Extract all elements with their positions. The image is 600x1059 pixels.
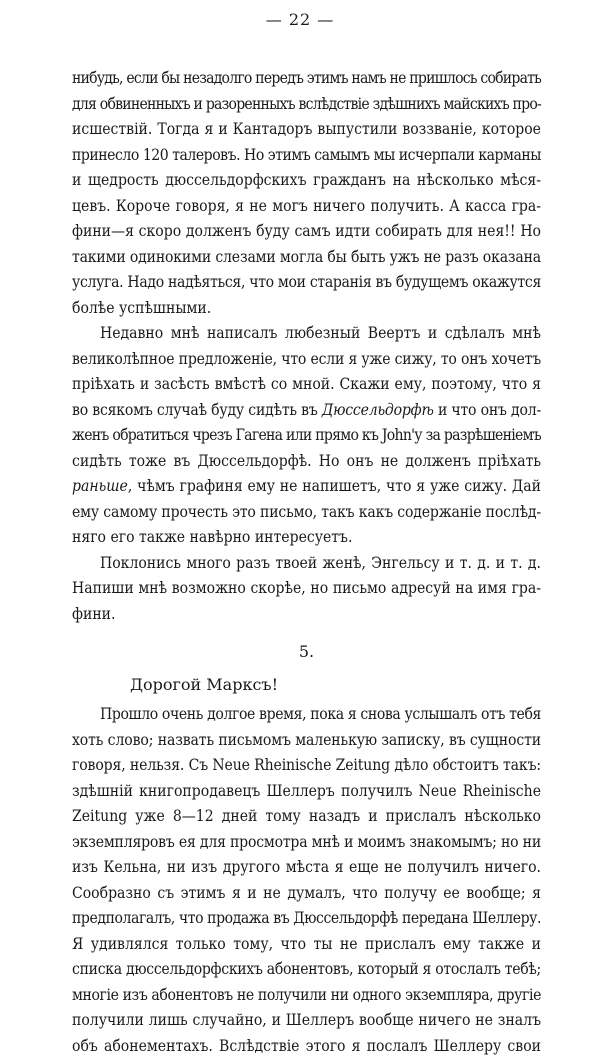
text-line: многіе изъ абонентовъ не получили ни одного экземпляра, другіе bbox=[72, 983, 541, 1009]
text-line bbox=[72, 474, 541, 500]
text-line: услуга. Надо надѣяться, что мои старанія въ будущемъ окажутся bbox=[72, 270, 541, 296]
text-line: женъ обратиться чрезъ Гагена или прямо къ John'у за разрѣшеніемъ bbox=[72, 423, 541, 449]
text-line: цевъ. Короче говоря, я не могъ ничего получить. А касса гра- bbox=[72, 194, 541, 220]
italic-text: Дюссельдорфѣ bbox=[322, 401, 434, 419]
text-line: объ абонементахъ. Вслѣдствіе этого я послалъ Шеллеру свои bbox=[72, 1034, 541, 1059]
text-line: болѣе успѣшными. bbox=[72, 296, 541, 322]
letter-body bbox=[72, 702, 541, 1059]
text-line: исшествій. Тогда я и Кантадоръ выпустили воззваніе, которое bbox=[72, 117, 541, 143]
text-line: нибудь, если бы незадолго передъ этимъ намъ не пришлось собирать bbox=[72, 66, 541, 92]
paragraph bbox=[72, 321, 541, 551]
text-line: Прошло очень долгое время, пока я снова услышалъ отъ тебя bbox=[72, 702, 541, 728]
text-line: и щедрость дюссельдорфскихъ гражданъ на нѣсколько мѣся- bbox=[72, 168, 541, 194]
text-line: здѣшній книгопродавецъ Шеллеръ получилъ Neue Rheinische bbox=[72, 779, 541, 805]
section-number: 5. bbox=[72, 639, 541, 672]
paragraph bbox=[72, 702, 541, 1059]
text-line: великолѣпное предложеніе, что если я уже сижу, то онъ хочетъ bbox=[72, 347, 541, 373]
text-line: списка дюссельдорфскихъ абонентовъ, который я отослалъ тебѣ; bbox=[72, 957, 541, 983]
letter-salutation: Дорогой Марксъ! bbox=[72, 672, 541, 702]
text-line: Поклонись много разъ твоей женѣ, Энгельсу и т. д. и т. д. bbox=[72, 551, 541, 577]
page-number: — 22 — bbox=[0, 10, 600, 29]
text-line: такими одинокими слезами могла бы быть ужъ не разъ оказана bbox=[72, 245, 541, 271]
text-before-letter bbox=[72, 66, 541, 627]
text-line: фини. bbox=[72, 602, 541, 628]
text-line: получили лишь случайно, и Шеллеръ вообще ничего не зналъ bbox=[72, 1008, 541, 1034]
italic-text: раньше bbox=[72, 477, 128, 495]
text-line: для обвиненныхъ и разоренныхъ вслѣдствіе здѣшнихъ майскихъ про- bbox=[72, 92, 541, 118]
text-line: Я удивлялся только тому, что ты не прислалъ ему также и bbox=[72, 932, 541, 958]
text-line: принесло 120 талеровъ. Но этимъ самымъ мы исчерпали карманы bbox=[72, 143, 541, 169]
text-line: сидѣть тоже въ Дюссельдорфѣ. Но онъ не долженъ пріѣхать bbox=[72, 449, 541, 475]
text-line: няго его также навѣрно интересуетъ. bbox=[72, 525, 541, 551]
text-line: экземпляровъ ея для просмотра мнѣ и моимъ знакомымъ; но ни bbox=[72, 830, 541, 856]
text-line: фини—я скоро долженъ буду самъ идти собирать для нея!! Но bbox=[72, 219, 541, 245]
text-segment: во всякомъ случаѣ буду сидѣть въ bbox=[72, 401, 322, 419]
text-segment: и что онъ дол- bbox=[434, 401, 541, 419]
text-line: предполагалъ, что продажа въ Дюссельдорфѣ передана Шеллеру. bbox=[72, 906, 541, 932]
text-line: изъ Кельна, ни изъ другого мѣста я еще не получилъ ничего. bbox=[72, 855, 541, 881]
text-line: Сообразно съ этимъ я и не думалъ, что получу ее вообще; я bbox=[72, 881, 541, 907]
text-line: пріѣхать и засѣсть вмѣстѣ со мной. Скажи ему, поэтому, что я bbox=[72, 372, 541, 398]
text-line: хоть слово; назвать письмомъ маленькую записку, въ сущности bbox=[72, 728, 541, 754]
paragraph bbox=[72, 66, 541, 321]
text-segment: , чѣмъ графиня ему не напишетъ, что я уже сижу. Дай bbox=[128, 477, 541, 495]
text-line: ему самому прочесть это письмо, такъ какъ содержаніе послѣд- bbox=[72, 500, 541, 526]
text-line: Zeitung уже 8—12 дней тому назадъ и прислалъ нѣсколько bbox=[72, 804, 541, 830]
text-line: Недавно мнѣ написалъ любезный Веертъ и сдѣлалъ мнѣ bbox=[72, 321, 541, 347]
text-line: говоря, нельзя. Съ Neue Rheinische Zeitung дѣло обстоитъ такъ: bbox=[72, 753, 541, 779]
page-body bbox=[72, 66, 541, 1059]
text-line bbox=[72, 398, 541, 424]
paragraph bbox=[72, 551, 541, 628]
text-line: Напиши мнѣ возможно скорѣе, но письмо адресуй на имя гра- bbox=[72, 576, 541, 602]
